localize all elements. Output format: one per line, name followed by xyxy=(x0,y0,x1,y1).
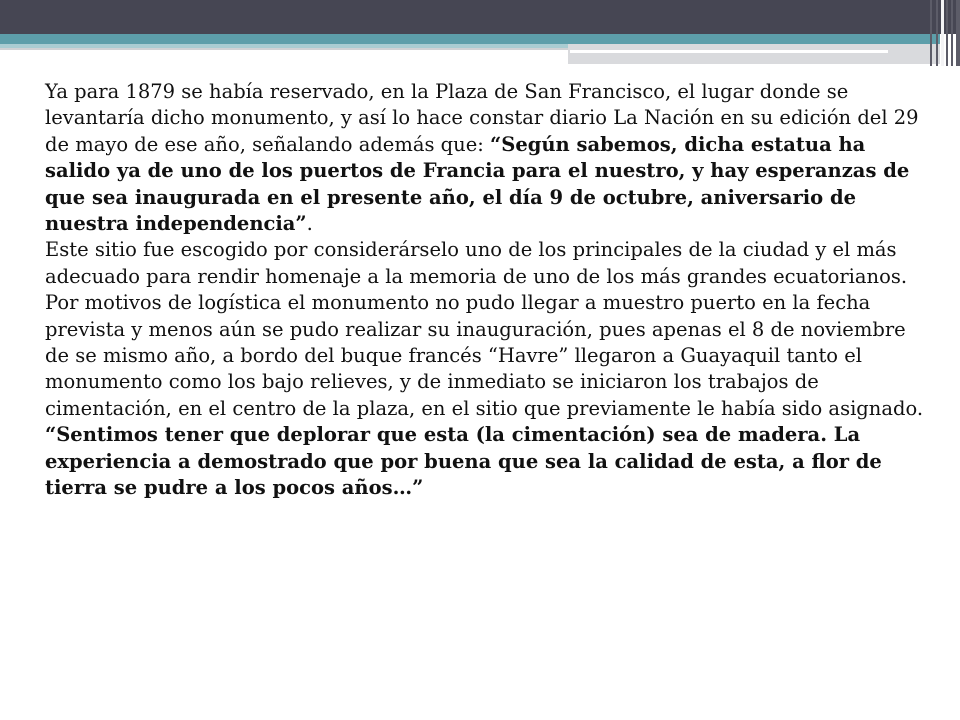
paragraph-text: Ya para 1879 se había reservado, en la Plaza de San Francisco, el lugar donde se levantaría dicho monumento, y así lo hace constar diario La Nación en su edición del 29 de mayo de ese año, señalando además que: xyxy=(45,80,919,156)
corner-ornament-line xyxy=(956,0,960,66)
paragraph-3 xyxy=(45,290,925,501)
header-bar-teal xyxy=(0,34,940,44)
paragraph-tail: . xyxy=(306,212,313,236)
header-white-strip xyxy=(570,50,888,53)
header-bar-gray xyxy=(568,44,940,64)
corner-ornament-line xyxy=(946,0,948,66)
quote-text: “Según sabemos, dicha estatua ha salido ya de uno de los puertos de Francia para el nuestro, y hay esperanzas de que sea inaugurada en el presente año, el día 9 de octubre, aniversario de nuestra independencia” xyxy=(45,132,910,236)
quote-text: “Sentimos tener que deplorar que esta (la cimentación) sea de madera. La experiencia a demostrado que por buena que sea la calidad de esta, a flor de tierra se pudre a los pocos años…” xyxy=(45,423,882,500)
slide-body-text xyxy=(45,79,925,502)
paragraph-1 xyxy=(45,79,925,237)
paragraph-text: Por motivos de logística el monumento no pudo llegar a muestro puerto en la fecha prevista y menos aún se pudo realizar su inauguración, pues apenas el 8 de noviembre de se mismo año, a bordo del buque francés “Havre” llegaron a Guayaquil tanto el monumento como los bajo relieves, y de inmediato se iniciaron los trabajos de cimentación, en el centro de la plaza, en el sitio que previamente le había sido asignado. xyxy=(45,291,924,420)
paragraph-text: Este sitio fue escogido por considerárselo uno de los principales de la ciudad y el más adecuado para rendir homenaje a la memoria de uno de los más grandes ecuatorianos. xyxy=(45,238,908,288)
paragraph-2 xyxy=(45,237,925,290)
header-bar-dark xyxy=(0,0,960,34)
corner-ornament-line xyxy=(936,0,938,66)
header-bar-teal-light xyxy=(0,44,570,48)
corner-ornament-line xyxy=(951,0,953,66)
corner-ornament-line xyxy=(930,0,932,66)
corner-ornament-line xyxy=(941,0,944,66)
